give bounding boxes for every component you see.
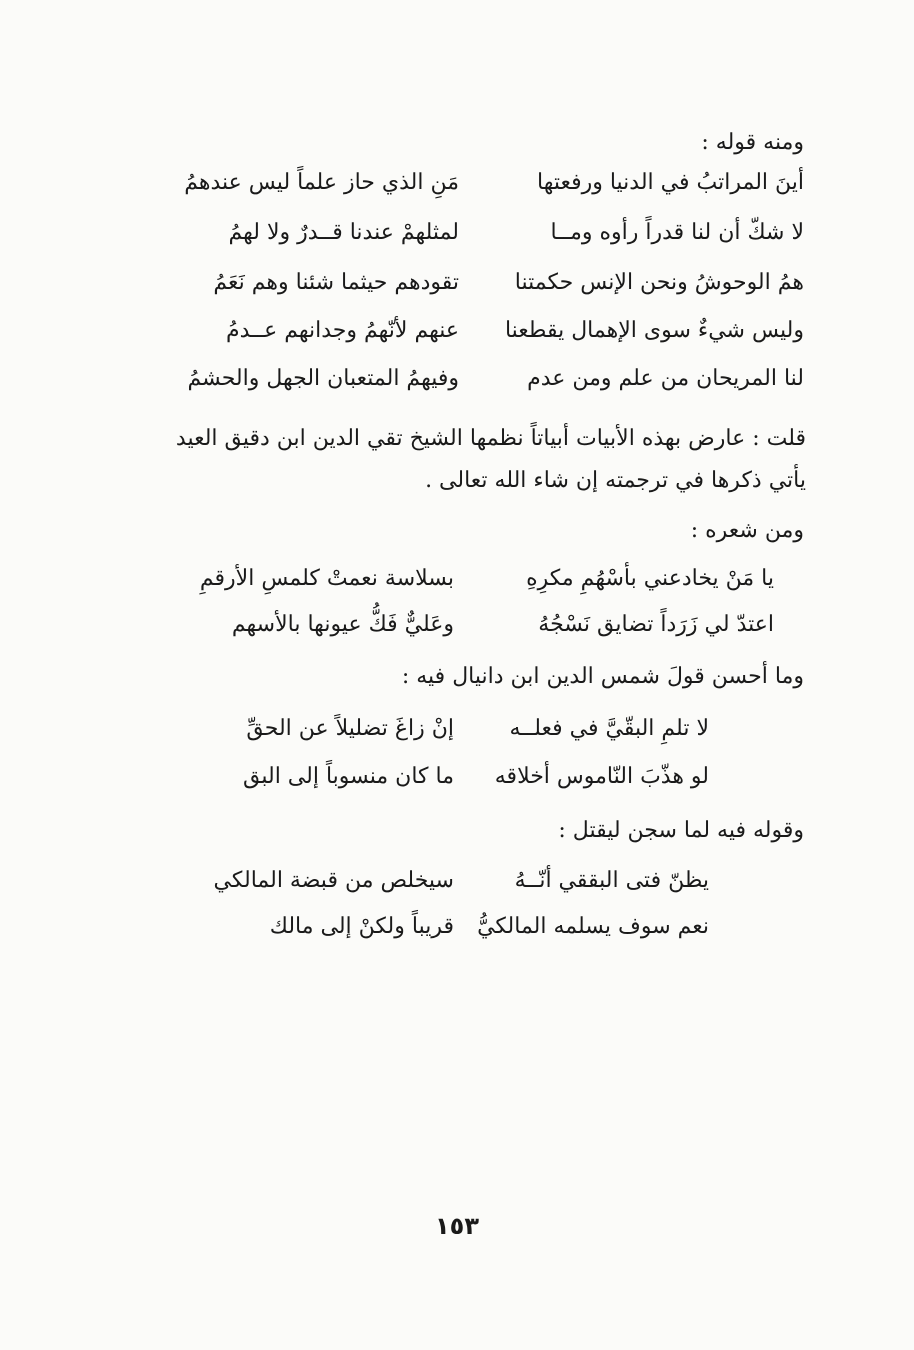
verse-first-hemistich: همُ الوحوشُ ونحن الإنس حكمتنا bbox=[514, 270, 804, 295]
verse-second-hemistich: تقودهم حيثما شئنا وهم نَعَمُ bbox=[213, 270, 459, 295]
page-number: ١٥٣ bbox=[435, 1212, 479, 1240]
intro-heading-3: وما أحسن قولَ شمس الدين ابن دانيال فيه : bbox=[401, 664, 804, 689]
verse-second-hemistich: وفيهمُ المتعبان الجهل والحشمُ bbox=[187, 366, 459, 391]
intro-heading-2: ومن شعره : bbox=[690, 518, 804, 543]
verse-second-hemistich: إنْ زاغَ تضليلاً عن الحقِّ bbox=[246, 716, 454, 741]
verse-first-hemistich: وليس شيءٌ سوى الإهمال يقطعنا bbox=[504, 318, 804, 343]
intro-heading-4: وقوله فيه لما سجن ليقتل : bbox=[558, 818, 804, 843]
verse-first-hemistich: يا مَنْ يخادعني بأسْهُمِ مكرِهِ bbox=[526, 566, 774, 591]
verse-second-hemistich: بسلاسة نعمتْ كلمسِ الأرقمِ bbox=[199, 566, 454, 591]
verse-second-hemistich: قريباً ولكنْ إلى مالك bbox=[269, 914, 454, 939]
verse-first-hemistich: أينَ المراتبُ في الدنيا ورفعتها bbox=[536, 170, 804, 195]
verse-second-hemistich: سيخلص من قبضة المالكي bbox=[213, 868, 454, 893]
verse-first-hemistich: لا تلمِ البقّيَّ في فعلــه bbox=[509, 716, 709, 741]
commentary-paragraph bbox=[104, 418, 806, 502]
verse-first-hemistich: يظنّ فتى البققي أنّــهُ bbox=[514, 868, 709, 893]
verse-first-hemistich: نعم سوف يسلمه المالكيُّ bbox=[477, 914, 709, 939]
verse-second-hemistich: مَنِ الذي حاز علماً ليس عندهمُ bbox=[184, 170, 459, 195]
verse-second-hemistich: لمثلهمْ عندنا قــدرٌ ولا لهمُ bbox=[228, 220, 459, 245]
commentary-line: يأتي ذكرها في ترجمته إن شاء الله تعالى . bbox=[425, 468, 806, 493]
verse-second-hemistich: عنهم لأنّهمُ وجدانهم عــدمُ bbox=[226, 318, 459, 343]
verse-first-hemistich: لنا المريحان من علم ومن عدم bbox=[527, 366, 804, 391]
verse-first-hemistich: اعتدّ لي زَرَداً تضايق نَسْجُهُ bbox=[538, 612, 774, 637]
verse-first-hemistich: لا شكّ أن لنا قدراً رأوه ومــا bbox=[550, 220, 804, 245]
verse-first-hemistich: لو هذّبَ النّاموس أخلاقه bbox=[494, 764, 709, 789]
intro-heading-1: ومنه قوله : bbox=[701, 130, 804, 155]
commentary-line: قلت : عارض بهذه الأبيات أبياتاً نظمها الشيخ تقي الدين ابن دقيق العيد bbox=[175, 426, 806, 451]
verse-second-hemistich: ما كان منسوباً إلى البق bbox=[243, 764, 454, 789]
verse-second-hemistich: وعَليٌّ فَكُّ عيونها بالأسهم bbox=[231, 612, 454, 637]
